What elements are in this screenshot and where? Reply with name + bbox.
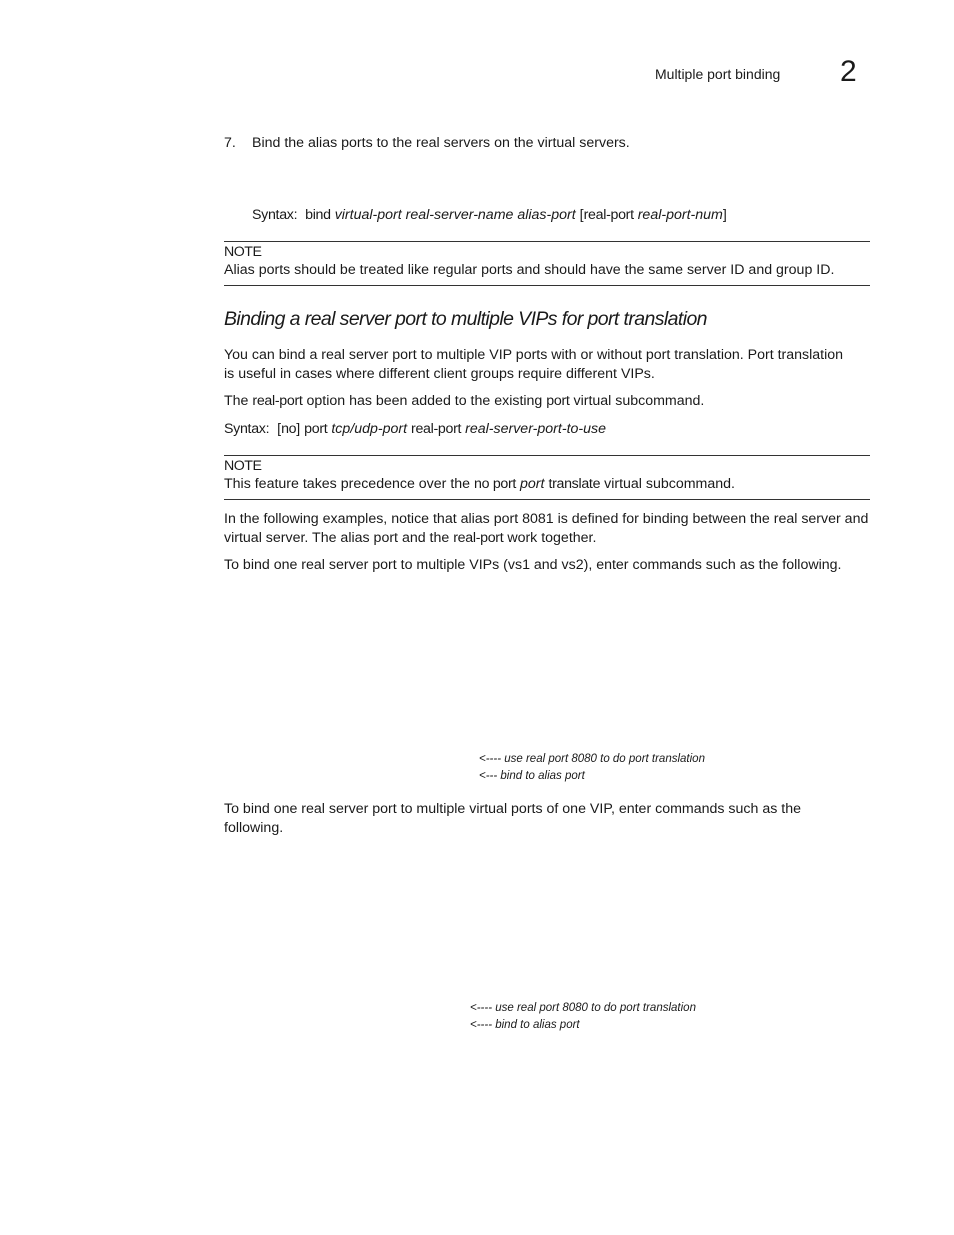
code-annotation: <---- bind to alias port [470,1019,580,1031]
paragraph-multiple-ports [224,800,844,838]
code-annotation: <--- bind to alias port [479,770,585,782]
keyword-translate: translate [548,476,601,492]
text-span: virtual subcommand. [569,393,705,409]
syntax-arg: tcp/udp-port [331,421,408,437]
paragraph-real-port-option [224,393,704,409]
note-text [224,476,735,492]
syntax-keyword: real-port [411,421,462,437]
syntax-keyword: real-port [583,207,634,223]
step-7 [224,135,236,151]
syntax-command: port [304,421,328,437]
note-top-rule [224,455,870,456]
syntax-arg: real-server-port-to-use [465,421,606,437]
note-bottom-rule [224,285,870,286]
syntax-bracket-open: [ [277,421,282,437]
paragraph-multiple-vips: To bind one real server port to multiple VIPs (vs1 and vs2), enter commands such as the following. [224,557,842,573]
syntax-port [224,421,606,437]
syntax-bind [252,207,727,223]
section-heading: Binding a real server port to multiple VIPs for port translation [224,308,707,330]
syntax-arg: real-port-num [637,207,723,223]
syntax-label: Syntax: [252,207,298,223]
note-text: Alias ports should be treated like regular ports and should have the same server ID and group ID. [224,262,835,278]
paragraph-text: You can bind a real server port to multiple VIP ports with or without port translation. Port translation is useful in cases where different client groups require different VIPs. [224,347,844,382]
keyword-no-port: no port [474,476,517,492]
keyword-port: port [546,393,570,409]
text-span: option has been added to the existing [302,393,547,409]
keyword-real-port: real-port [453,530,504,546]
note-label: NOTE [224,458,262,474]
text-span: The [224,393,253,409]
syntax-command: bind [305,207,331,223]
syntax-bracket-close: ] [722,207,727,223]
code-annotation: <---- use real port 8080 to do port translation [470,1002,696,1014]
syntax-keyword-no: no [281,421,297,437]
code-annotation: <---- use real port 8080 to do port translation [479,753,705,765]
text-span: virtual subcommand. [600,476,735,492]
step-7-text: Bind the alias ports to the real servers on the virtual servers. [252,135,630,151]
note-top-rule [224,241,870,242]
text-span: work together. [503,530,597,546]
syntax-bracket-open: [ [579,207,584,223]
text-span: In the following examples, notice that alias port 8081 is defined for binding between the real server and virtual server. The alias port and the [224,511,869,546]
note-label: NOTE [224,244,262,260]
paragraph-text: To bind one real server port to multiple virtual ports of one VIP, enter commands such as the following. [224,801,801,836]
syntax-label: Syntax: [224,421,270,437]
step-number: 7. [224,135,236,151]
keyword-real-port: real-port [252,393,303,409]
syntax-args: virtual-port real-server-name alias-port [334,207,576,223]
note-bottom-rule [224,499,870,500]
chapter-number: 2 [840,55,857,88]
paragraph-alias-port [224,510,870,548]
text-span: This feature takes precedence over the [224,476,474,492]
syntax-bracket-close: ] [296,421,301,437]
paragraph-intro [224,346,844,384]
running-header-title: Multiple port binding [655,66,781,82]
arg-port: port [520,476,545,492]
